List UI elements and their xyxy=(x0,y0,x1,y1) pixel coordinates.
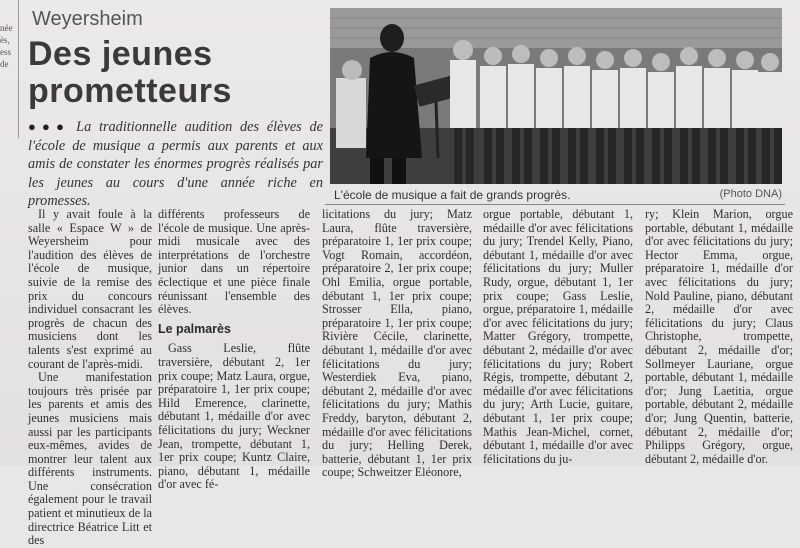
photo-illustration xyxy=(330,8,782,184)
article-column-2 xyxy=(158,207,310,492)
previous-column-line: née xyxy=(0,23,13,33)
photo-credit: (Photo DNA) xyxy=(719,188,782,200)
prize-list: Gass Leslie, flûte traversière, débutant 2, 1er prix coupe; Matz Laura, orgue, préparatoire 1, 1er prix coupe; Hild Emerence, clarinette, débutant 1, médaille d'or avec félicitations du jury; Weckner Jean, trompette, débutant 1, 1er prix coupe; Kuntz Claire, piano, débutant 1, médaille d'or avec fé- xyxy=(158,341,310,492)
lead-text: La traditionnelle audition des élèves de l'école de musique a permis aux parents et aux amis de constater les énormes progrès réalisés par les jeunes au cours d'une année riche en promesses. xyxy=(28,119,323,210)
paragraph: Une manifestation toujours très prisée par les parents et amis des jeunes musiciens mais aussi par les participants eux-mêmes, avides de montrer leur talent aux différents instruments. Une consécration également pour le travail patient et minutieux de la directrice Béatrice Litt et des xyxy=(28,370,152,548)
town-name: Weyersheim xyxy=(32,8,143,30)
lead-paragraph xyxy=(28,118,323,211)
caption-divider xyxy=(325,204,785,205)
bullet-dots-icon: ●●● xyxy=(28,119,71,134)
previous-article-column xyxy=(0,0,19,138)
prize-list: licitations du jury; Matz Laura, flûte traversière, préparatoire 1, 1er prix coupe; Vogt Romain, accordéon, préparatoire 2, 1er prix coupe; Ohl Emilia, orgue portable, débutant 1, 1er prix coupe; Strosser Ella, piano, préparatoire 1, 1er prix coupe; Rivière Cécile, clarinette, débutant 1, médaille d'or avec félicitations du jury; Westerdiek Eva, piano, débutant 2, médaille d'or avec félicitations du jury; Mathis Freddy, baryton, débutant 2, médaille d'or avec félicitations du jury; Helling Derek, batterie, débutant 1, 1er prix coupe; Schweitzer Eléonore, xyxy=(322,207,472,480)
article-column-4 xyxy=(483,208,633,466)
previous-column-line: de xyxy=(0,59,9,69)
section-heading: Le palmarès xyxy=(158,321,231,336)
previous-column-line: ess xyxy=(0,47,11,57)
prize-list: ry; Klein Marion, orgue portable, débutant 1, médaille d'or avec félicitations du jury; Hector Emma, orgue, préparatoire 1, médaille d'or avec félicitations du jury; Nold Pauline, piano, débutant 2, médaille d'or avec félicitations du jury; Claus Christophe, trompette, débutant 2, médaille d'or; Sollmeyer Lauriane, orgue portable, débutant 1, médaille d'or; Jung Laetitia, orgue portable, débutant 2, médaille d'or; Jung Quentin, batterie, débutant 2, médaille d'or; Philipps Grégory, orgue, débutant 2, médaille d'or. xyxy=(645,207,793,466)
photo-music-school xyxy=(330,8,782,184)
photo-caption: L'école de musique a fait de grands progrès. xyxy=(334,188,571,202)
headline: Des jeunes prometteurs xyxy=(28,35,232,110)
prize-list: orgue portable, débutant 1, médaille d'or avec félicitations du jury; Trendel Kelly, Piano, débutant 1, médaille d'or avec félicitations du jury; Muller Rudy, orgue, débutant 1, 1er prix coupe; Gass Leslie, orgue, préparatoire 1, médaille d'or avec félicitations du jury; Matter Grégory, trompette, débutant 2, médaille d'or avec félicitations du jury; Robert Régis, trompette, débutant 2, médaille d'or avec félicitations du jury; Arth Lucie, guitare, débutant 1, 1er prix coupe; Mathis Jean-Michel, cornet, débutant 1, médaille d'or avec félicitations du ju- xyxy=(483,207,633,466)
article-column-5 xyxy=(645,208,793,466)
paragraph: différents professeurs de l'école de musique. Une après-midi musicale avec des interprétations de l'orchestre junior dans un répertoire éclectique et une pièce finale réunissant l'ensemble des élèves. xyxy=(158,207,310,317)
article-column-3 xyxy=(322,207,472,480)
previous-column-line: ès, xyxy=(0,35,10,45)
article-column-1 xyxy=(28,207,152,548)
paragraph: Il y avait foule à la salle « Espace W » de Weyersheim pour l'audition des élèves de l'école de musique, suivie de la remise des prix du concours individuel consacrant les progrès de chacun des musiciens dont les talents s'est exprimé au courant de l'après-midi. xyxy=(28,207,152,371)
